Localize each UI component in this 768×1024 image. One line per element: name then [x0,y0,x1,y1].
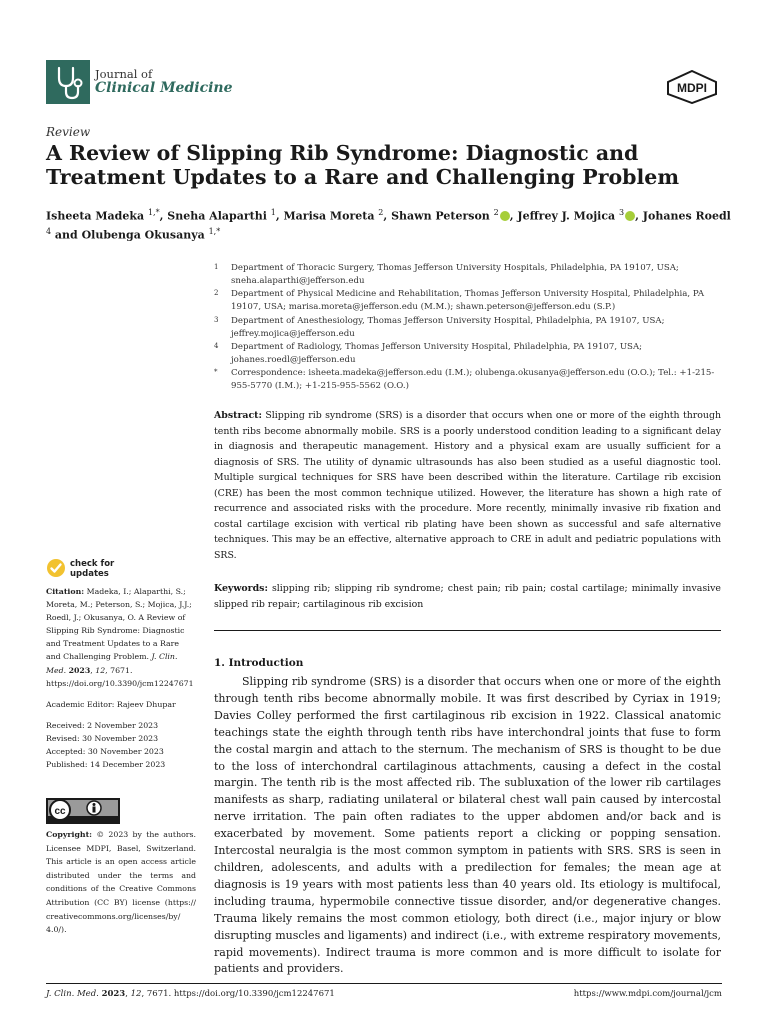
abstract-label: Abstract: [214,410,262,421]
cc-by-license-badge[interactable] [46,798,120,824]
affiliation-item [214,367,724,393]
citation-label: Citation: [46,587,85,596]
affiliation-item [214,262,724,288]
abstract [214,408,721,563]
citation-doi[interactable]: , 7671. https://doi.org/10.3390/jcm12247671 [46,665,194,688]
footer-volume: 12 [130,989,142,999]
author-affiliation-marker: 2 [493,208,499,217]
check-for-updates-link[interactable]: check for updates [70,559,115,579]
affiliations [214,262,724,394]
check-for-updates-icon[interactable] [46,558,66,578]
author-separator: , [509,209,518,223]
introduction-paragraph: Slipping rib syndrome (SRS) is a disorder that occurs when one or more of the eighth through tenth ribs become abnormally mobile. It was first described by Cyriax in 1919; Davies Colley performed the first cartilaginous rib excision in 1922. Classical anatomic teachings state the eighth through tenth ribs have interchondral joints that fuse to form the costal margin and attach to the sternum. The mechanism of SRS is thought to be due to the loss of interchondral cartilaginous attachments, causing a defect in the costal margin. The tenth rib is the most affected rib. The subluxation of the lower rib cartilages manifests as sharp, radiating unilateral or bilateral chest wall pain caused by intercostal nerve irritation. The pain often radiates to the upper abdomen and/or back and is exacerbated by movement. Some patients report a clicking or popping sensation. Intercostal neuralgia is the most common symptom in patients with SRS. SRS is seen in children, adolescents, and adults with a predilection for females; the mean age at diagnosis is 19 years with most patients less than 40 years old. Its etiology is multifocal, including trauma, hypermobile connective tissue disorder, and/or degenerative changes. Trauma likely remains the most common etiology, both direct (i.e., major injury or blow disrupting muscles and ligaments) and indirect (i.e., with extreme respiratory movements, rapid movements). Indirect trauma is more common and is more difficult to isolate for patients and providers. [214,675,721,976]
footer-journal: J. Clin. Med. [46,989,99,999]
author-separator: , [635,209,643,223]
author-name[interactable]: Sneha Alaparthi [167,209,267,223]
accepted-date: Accepted: 30 November 2023 [46,747,164,757]
section-divider [214,630,721,631]
author-separator: , [275,209,284,223]
published-date: Published: 14 December 2023 [46,760,166,770]
affiliation-text: Correspondence: isheeta.madeka@jefferson.edu (I.M.); olubenga.okusanya@jefferson.edu (O.O.); Tel.: +1-215-955-5770 (I.M.); +1-215-955-5562 (O.O.) [231,368,715,392]
citation-journal: J. Clin. Med. [46,652,178,675]
academic-editor: Academic Editor: Rajeev Dhupar [46,699,176,709]
affiliation-item [214,315,724,341]
author-name[interactable]: Johanes Roedl [642,209,731,223]
citation-volume: 12 [95,665,106,675]
author-separator: , [159,209,168,223]
revised-date: Revised: 30 November 2023 [46,733,159,743]
publisher-name: MDPI [677,81,707,95]
footer-divider [46,983,722,984]
publication-dates [46,719,196,771]
author-name[interactable]: Jeffrey J. Mojica [517,209,616,223]
footer-journal-url[interactable]: https://www.mdpi.com/journal/jcm [573,989,722,999]
article-sidebar [46,585,196,779]
author-list [46,205,736,243]
author-affiliation-marker: 1 [270,208,276,217]
mdpi-logo[interactable] [666,70,718,104]
affiliation-marker: * [214,368,218,377]
journal-prefix: Journal of [95,67,153,81]
citation: Citation: Madeka, I.; Alaparthi, S.; Moreta, M.; Peterson, S.; Mojica, J.J.; Roedl, J.; Okusanya, O. A Review of Slipping Rib Syndrome: Diagnostic and Treatment Updates to a Rare and Challenging Problem. J. Clin. Med. 2023, 12, 7671. https://doi.org/10.3390/jcm12247671 [46,587,194,688]
article-title: A Review of Slipping Rib Syndrome: Diagnostic and Treatment Updates to a Rare and Challenging Problem [46,141,680,189]
stethoscope-icon [46,60,90,104]
abstract-text: Slipping rib syndrome (SRS) is a disorder that occurs when one or more of the eighth through tenth ribs become abnormally mobile. SRS is a poorly understood condition leading to a significant delay in diagnosis and therapeutic management. History and a physical exam are usually sufficient for a diagnosis of SRS. The utility of dynamic ultrasounds has also been studied as a useful diagnostic tool. Multiple surgical techniques for SRS have been described within the literature. Cartilage rib excision (CRE) has been the most common technique utilized. However, the literature has shown a high rate of recurrence and associated risks with the procedure. More recently, minimally invasive rib fixation and costal cartilage excision with vertical rib plating have been shown as successful and safe alternative techniques. This may be an effective, alternative approach to CRE in adult and pediatric populations with SRS. [214,410,721,561]
author-name[interactable]: Marisa Moreta [283,209,375,223]
citation-text: Madeka, I.; Alaparthi, S.; Moreta, M.; Peterson, S.; Mojica, J.J.; Roedl, J.; Okusanya, O. A Review of Slipping Rib Syndrome: Diagnostic and Treatment Updates to a Rare and Challenging Problem. [46,587,192,662]
orcid-icon[interactable] [625,211,635,221]
copyright-text: © 2023 by the authors. Licensee MDPI, Basel, Switzerland. This article is an open access article distributed under the terms and conditions of the Creative Commons Attribution (CC BY) license (https:// creativecommons.org/licenses/by/ 4.0/). [46,830,196,935]
affiliation-marker: 3 [214,315,219,324]
journal-logo[interactable] [46,60,90,104]
svg-text:cc: cc [54,806,66,817]
affiliation-item [214,341,724,367]
article-type: Review [46,125,91,139]
author-name[interactable]: Shawn Peterson [391,209,490,223]
affiliation-item [214,288,724,314]
author-separator: and [51,228,82,242]
author-affiliation-marker: 2 [378,208,384,217]
footer-citation: J. Clin. Med. 2023, 12, 7671. https://doi.org/10.3390/jcm12247671 [46,989,335,999]
affiliation-text: Department of Physical Medicine and Rehabilitation, Thomas Jefferson University Hospital, Philadelphia, PA 19107, USA; marisa.moreta@jefferson.edu (M.M.); shawn.peterson@jefferson.edu (S.P.) [231,289,705,313]
received-date: Received: 2 November 2023 [46,720,159,730]
footer-doi[interactable]: , 7671. https://doi.org/10.3390/jcm12247671 [141,989,335,999]
keywords-label: Keywords: [214,583,268,594]
affiliation-marker: 2 [214,289,219,298]
section-heading-introduction: 1. Introduction [214,657,304,669]
affiliation-text: Department of Anesthesiology, Thomas Jefferson University Hospital, Philadelphia, PA 19107, USA; jeffrey.mojica@jefferson.edu [231,315,665,339]
author-affiliation-marker: 3 [619,208,625,217]
journal-name[interactable]: Clinical Medicine [95,80,233,96]
author-name[interactable]: Olubenga Okusanya [81,228,205,242]
copyright-notice [46,828,196,937]
keywords [214,581,721,612]
author-separator: , [383,209,392,223]
author-name[interactable]: Isheeta Madeka [46,209,145,223]
author-affiliation-marker: 4 [46,227,52,237]
affiliation-marker: 1 [214,263,219,271]
affiliation-text: Department of Radiology, Thomas Jefferson University Hospital, Philadelphia, PA 19107, USA; johanes.roedl@jefferson.edu [231,341,643,365]
keywords-text: slipping rib; slipping rib syndrome; chest pain; rib pain; costal cartilage; minimally invasive slipped rib repair; cartilaginous rib excision [214,583,721,610]
affiliation-marker: 4 [214,341,219,350]
affiliation-text: Department of Thoracic Surgery, Thomas Jefferson University Hospitals, Philadelphia, PA 19107, USA; sneha.alaparthi@jefferson.edu [231,263,679,286]
footer-year: 2023 [101,989,126,999]
citation-year: 2023 [68,665,91,675]
orcid-icon[interactable] [500,211,510,221]
author-affiliation-marker: 1,* [208,227,221,237]
author-affiliation-marker: 1,* [147,208,160,217]
copyright-label: Copyright: [46,830,93,839]
